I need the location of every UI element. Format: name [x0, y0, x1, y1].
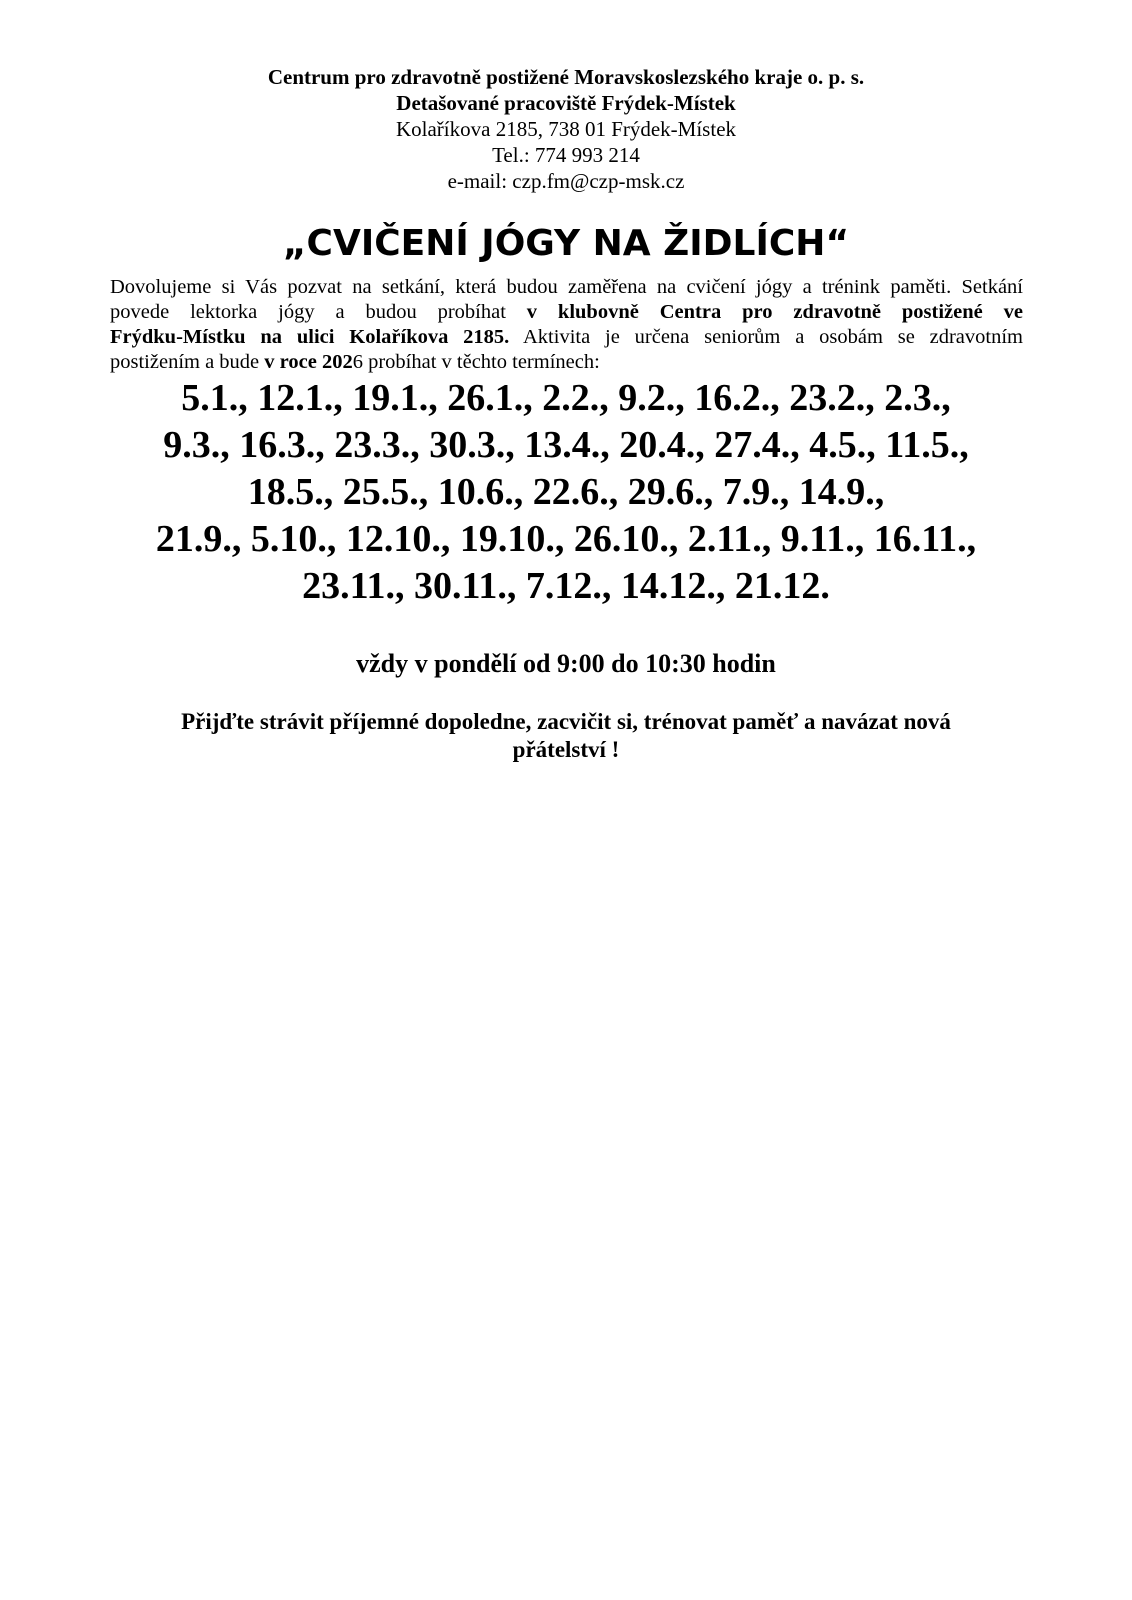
intro-line-1 [110, 275, 1023, 300]
intro-text-3a: Frýdku-Místku na ulici Kolaříkova 2185. [110, 326, 510, 348]
intro-text-4c: 6 probíhat v těchto termínech: [352, 351, 600, 373]
intro-text-4a: postižením a bude [110, 351, 265, 373]
intro-line-2 [110, 300, 1023, 325]
dates-row: 23.11., 30.11., 7.12., 14.12., 21.12. [302, 565, 830, 607]
intro-paragraph [110, 275, 1023, 375]
closing-line-2: přátelství ! [512, 737, 620, 762]
dates-row: 9.3., 16.3., 23.3., 30.3., 13.4., 20.4., 27.4., 4.5., 11.5., [163, 424, 969, 466]
branch-name: Detašované pracoviště Frýdek-Místek [396, 91, 736, 115]
dates-row: 18.5., 25.5., 10.6., 22.6., 29.6., 7.9., 14.9., [247, 471, 885, 513]
dates-row: 21.9., 5.10., 12.10., 19.10., 26.10., 2.11., 9.11., 16.11., [155, 518, 977, 560]
address: Kolaříkova 2185, 738 01 Frýdek-Místek [395, 117, 737, 141]
dates-row: 5.1., 12.1., 19.1., 26.1., 2.2., 9.2., 16.2., 23.2., 2.3., [181, 377, 951, 419]
phone: Tel.: 774 993 214 [492, 143, 640, 167]
closing-line-1: Přijďte strávit příjemné dopoledne, zacvičit si, trénovat paměť a navázat nová [181, 709, 951, 734]
intro-text-3b: Aktivita je určena seniorům a osobám se zdravotním [509, 326, 1023, 348]
intro-text-2b: v klubovně Centra pro zdravotně postižené ve [526, 301, 1023, 323]
intro-line-4 [110, 350, 1023, 375]
intro-line-3 [110, 325, 1023, 350]
letterhead [0, 64, 1132, 194]
intro-text-4b: v roce 202 [264, 351, 353, 373]
email: e-mail: czp.fm@czp-msk.cz [447, 169, 685, 193]
schedule-time: vždy v pondělí od 9:00 do 10:30 hodin [356, 649, 776, 678]
organization-name: Centrum pro zdravotně postižené Moravskoslezského kraje o. p. s. [267, 65, 865, 89]
dates-list [0, 375, 1132, 610]
intro-text-2a: povede lektorka jógy a budou probíhat [110, 301, 527, 323]
event-title: „CVIČENÍ JÓGY NA ŽIDLÍCH“ [282, 223, 850, 264]
closing-invitation [0, 708, 1132, 764]
intro-text-1: Dovolujeme si Vás pozvat na setkání, která budou zaměřena na cvičení jógy a trénink paměti. Setkání [110, 276, 1023, 298]
